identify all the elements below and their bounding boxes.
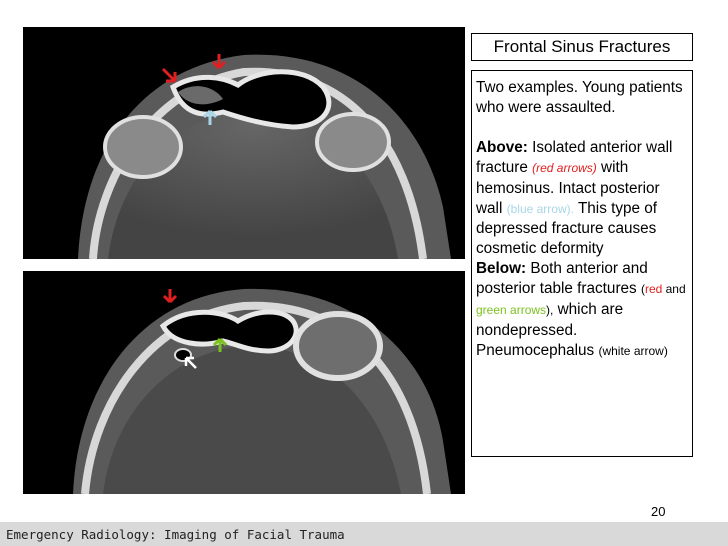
above-label: Above: [476, 138, 528, 156]
above-paragraph [476, 138, 688, 259]
green-word: green arrows [476, 303, 547, 318]
ct-image-bottom [23, 271, 465, 494]
red-word: red [644, 282, 663, 297]
intro-text: Two examples. Young patients who were assaulted. [476, 79, 683, 116]
above-text-1: Isolated anterior wall fracture [476, 138, 673, 176]
paren-close: ), [546, 303, 554, 318]
white-note: (white arrow) [598, 343, 668, 358]
above-blue-note: (blue arrow). [506, 201, 574, 216]
description-box [471, 70, 693, 457]
below-text-1: Both anterior and posterior table fractures [476, 260, 648, 298]
below-paragraph [476, 259, 688, 362]
below-label: Below: [476, 260, 527, 278]
paren-open: ( [640, 282, 645, 297]
slide-title-text: Frontal Sinus Fractures [493, 37, 671, 56]
above-text-3: This type of depressed fracture causes cosmetic deformity [476, 199, 658, 258]
ct-image-top [23, 27, 465, 259]
footer-bar [0, 522, 728, 546]
above-text-2: with hemosinus. Intact posterior wall [476, 158, 660, 217]
footer-text: Emergency Radiology: Imaging of Facial Trauma [6, 527, 345, 542]
slide-title [471, 33, 693, 61]
above-red-note: (red arrows) [532, 160, 597, 175]
and-word: and [662, 282, 686, 297]
below-text-2: which are nondepressed. Pneumocephalus [476, 301, 624, 359]
page-number: 20 [651, 504, 666, 519]
